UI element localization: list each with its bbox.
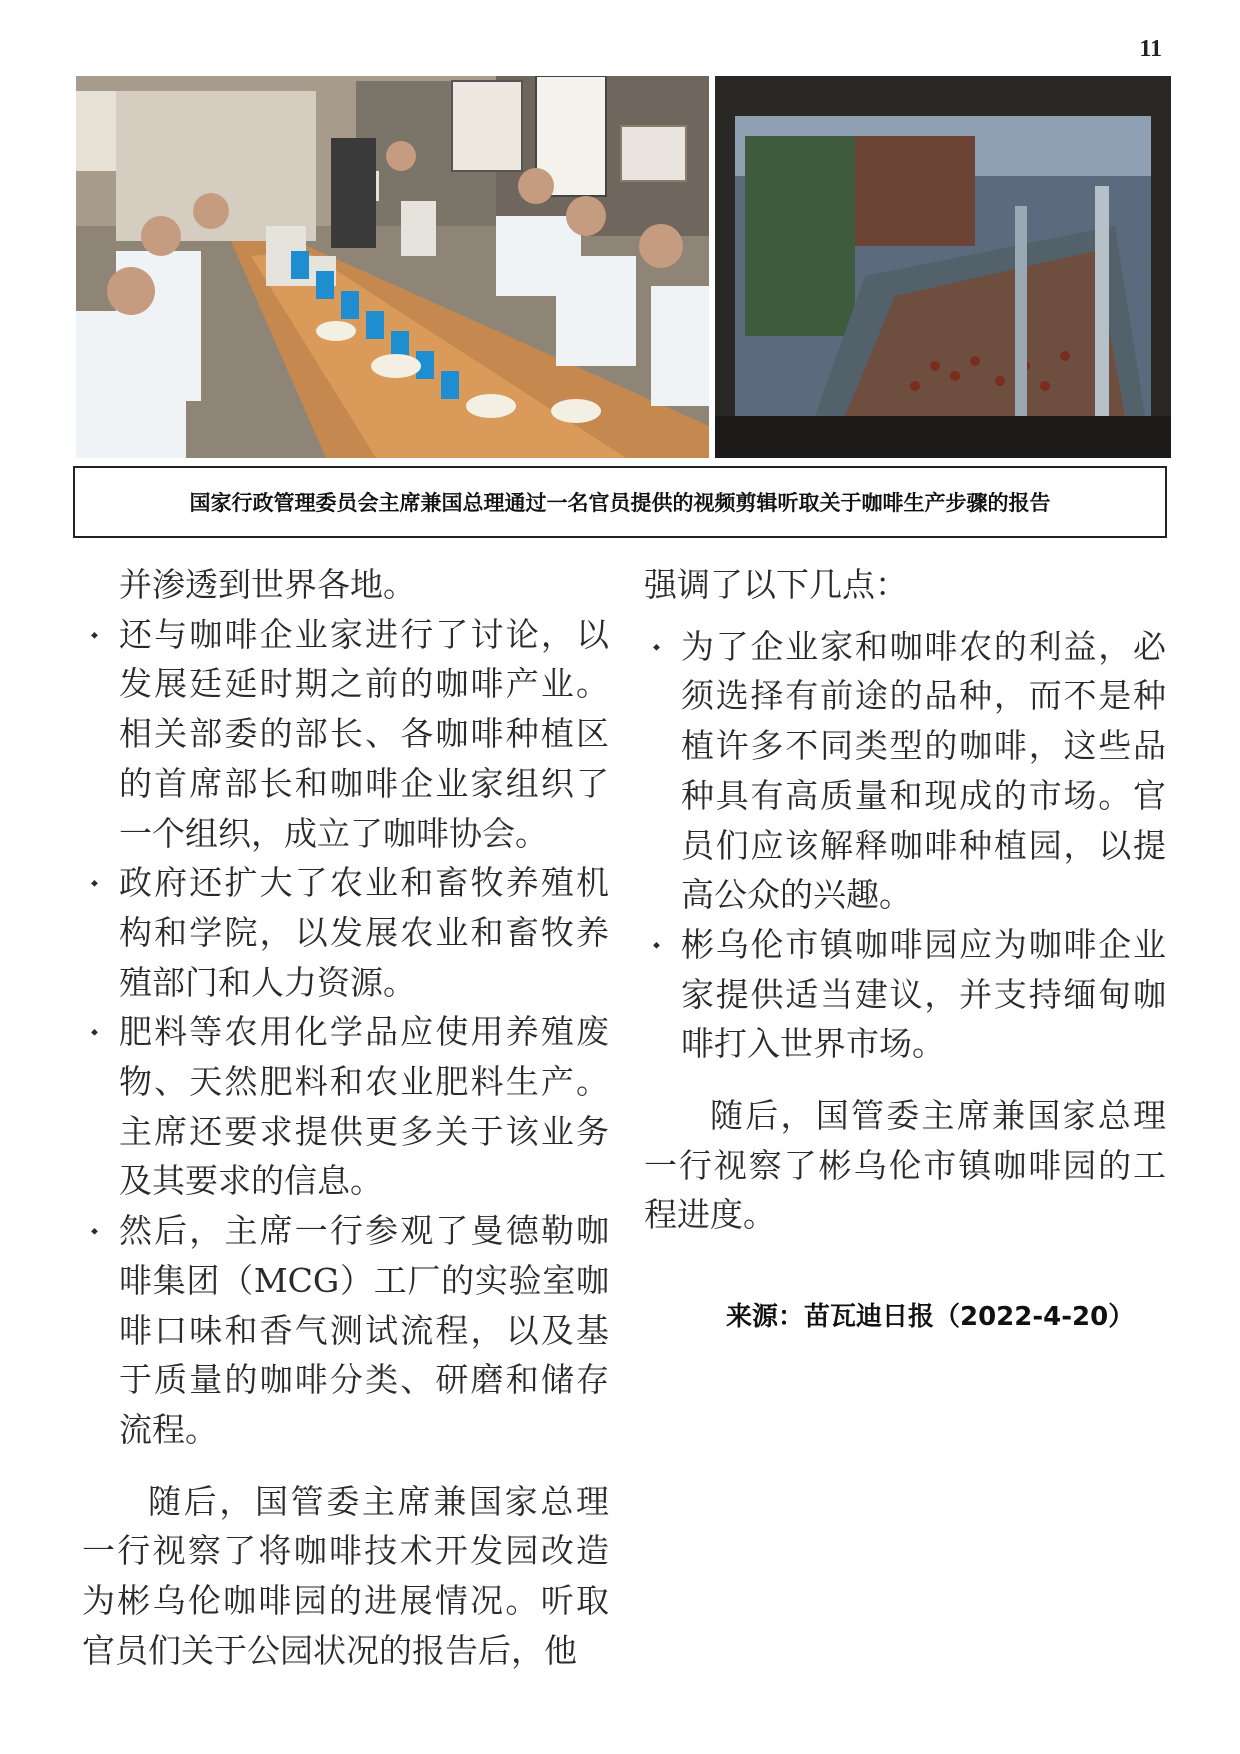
left-paragraph: 随后，国管委主席兼国家总理一行视察了将咖啡技术开发园改造为彬乌伦咖啡园的进展情况。听取官员们关于公园状况的报告后，他 <box>82 1481 609 1670</box>
bullet-icon: ⬩ <box>90 870 99 895</box>
list-item <box>82 610 609 859</box>
list-item <box>82 1206 609 1455</box>
list-item <box>82 858 609 1007</box>
left-column <box>82 560 609 1675</box>
source-credit: 来源：苗瓦迪日报（2022-4-20） <box>726 1302 1135 1332</box>
bullet-text: 然后，主席一行参观了曼德勒咖啡集团（MCG）工厂的实验室咖啡口味和香气测试流程，以及基于质量的咖啡分类、研磨和储存流程。 <box>119 1211 609 1449</box>
list-item <box>644 920 1166 1069</box>
left-continuation: 并渗透到世界各地。 <box>119 565 416 604</box>
right-continuation: 强调了以下几点： <box>644 565 908 604</box>
right-column <box>644 560 1166 1240</box>
meeting-photo <box>76 76 709 458</box>
bullet-icon: ⬩ <box>90 621 99 646</box>
left-bullet-list <box>82 610 609 1455</box>
bullet-icon: ⬩ <box>90 1218 99 1243</box>
photo-caption <box>73 466 1167 538</box>
list-item <box>82 1007 609 1206</box>
page-number: 11 <box>1139 36 1162 62</box>
list-item <box>644 622 1166 920</box>
bullet-icon: ⬩ <box>652 633 661 658</box>
bullet-text: 肥料等农用化学品应使用养殖废物、天然肥料和农业肥料生产。主席还要求提供更多关于该业务及其要求的信息。 <box>119 1012 609 1201</box>
caption-text: 国家行政管理委员会主席兼国总理通过一名官员提供的视频剪辑听取关于咖啡生产步骤的报告 <box>189 491 1051 515</box>
right-paragraph: 随后，国管委主席兼国家总理一行视察了彬乌伦市镇咖啡园的工程进度。 <box>644 1096 1166 1235</box>
bullet-text: 彬乌伦市镇咖啡园应为咖啡企业家提供适当建议，并支持缅甸咖啡打入世界市场。 <box>681 924 1166 1064</box>
right-bullet-list <box>644 622 1166 1069</box>
bullet-text: 为了企业家和咖啡农的利益，必须选择有前途的品种，而不是种植许多不同类型的咖啡，这些品种具有高质量和现成的市场。官员们应该解释咖啡种植园，以提高公众的兴趣。 <box>681 626 1166 915</box>
bullet-text: 政府还扩大了农业和畜牧养殖机构和学院，以发展农业和畜牧养殖部门和人力资源。 <box>119 863 609 1002</box>
bullet-icon: ⬩ <box>90 1019 99 1044</box>
bullet-icon: ⬩ <box>652 931 661 956</box>
bullet-text: 还与咖啡企业家进行了讨论，以发展廷延时期之前的咖啡产业。相关部委的部长、各咖啡种植区的首席部长和咖啡企业家组织了一个组织，成立了咖啡协会。 <box>119 614 609 853</box>
video-screen-photo <box>715 76 1171 458</box>
